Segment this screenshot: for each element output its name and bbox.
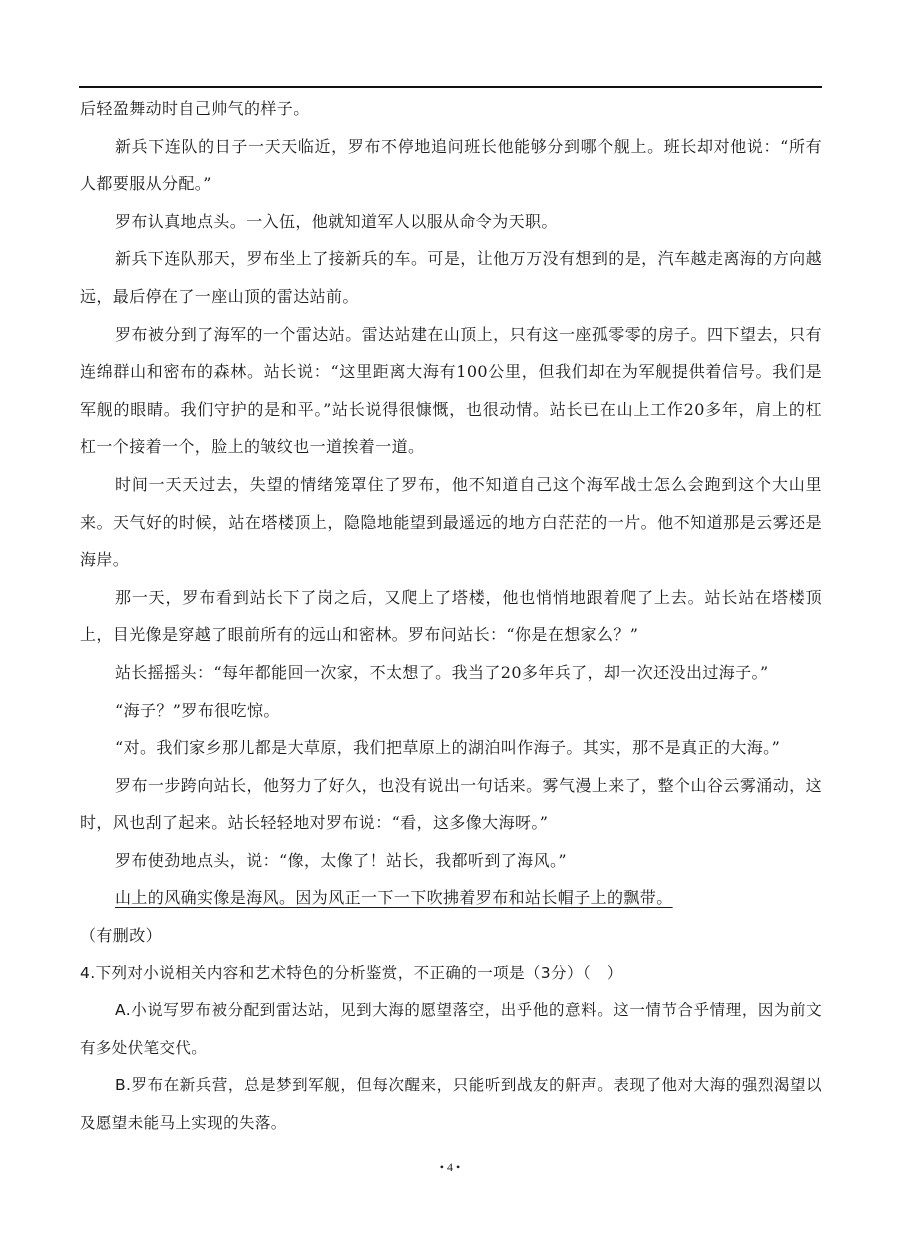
- story-paragraph: 罗布一步跨向站长，他努力了好久，也没有说出一句话来。雾气漫上来了，整个山谷云雾涌动，这时，风也刮了起来。站长轻轻地对罗布说：“看，这多像大海呀。”: [80, 775, 822, 833]
- question-option-b: B.罗布在新兵营，总是梦到军舰，但每次醒来，只能听到战友的鼾声。表现了他对大海的强烈渴望以及愿望未能马上实现的失落。: [80, 1076, 822, 1133]
- story-paragraph: 罗布使劲地点头，说：“像，太像了！站长，我都听到了海风。”: [115, 850, 567, 870]
- story-paragraph: 罗布被分到了海军的一个雷达站。雷达站建在山顶上，只有这一座孤零零的房子。四下望去，只有连绵群山和密布的森林。站长说：“这里距离大海有100公里，但我们却在为军舰提供着信号。我们是军舰的眼睛。我们守护的是和平。”站长说得很慷慨，也很动情。站长已在山上工作20多年，肩上的杠杠一个接着一个，脸上的皱纹也一道挨着一道。: [80, 324, 822, 457]
- story-last-paragraph: [80, 879, 822, 917]
- story-paragraph: 新兵下连队的日子一天天临近，罗布不停地追问班长他能够分到哪个舰上。班长却对他说：“所有人都要服从分配。”: [80, 136, 822, 194]
- underlined-sentence: 山上的风确实像是海风。因为风正一下一下吹拂着罗布和站长帽子上的飘带。: [115, 888, 673, 908]
- page-content: [80, 90, 822, 1143]
- story-paragraph: 时间一天天过去，失望的情绪笼罩住了罗布，他不知道自己这个海军战士怎么会跑到这个大山里来。天气好的时候，站在塔楼顶上，隐隐地能望到最遥远的地方白茫茫的一片。他不知道那是云雾还是海岸。: [80, 474, 822, 570]
- page-number: • 4 •: [439, 1160, 461, 1174]
- source-note: （有删改）: [80, 926, 163, 946]
- story-paragraph: 后轻盈舞动时自己帅气的样子。: [80, 99, 310, 118]
- story-paragraph: 站长摇摇头：“每年都能回一次家，不太想了。我当了20多年兵了，却一次还没出过海子。”: [115, 662, 769, 682]
- story-paragraph: 罗布认真地点头。一入伍，他就知道军人以服从命令为天职。: [115, 211, 558, 231]
- story-paragraph: 那一天，罗布看到站长下了岗之后，又爬上了塔楼，他也悄悄地跟着爬了上去。站长站在塔楼顶上，目光像是穿越了眼前所有的远山和密林。罗布问站长：“你是在想家么？”: [80, 587, 822, 645]
- question-option-a: A.小说写罗布被分配到雷达站，见到大海的愿望落空，出乎他的意料。这一情节合乎情理，因为前文有多处伏笔交代。: [80, 1001, 822, 1057]
- story-paragraph: “海子？”罗布很吃惊。: [115, 700, 280, 720]
- story-paragraph: “对。我们家乡那儿都是大草原，我们把草原上的湖泊叫作海子。其实，那不是真正的大海。”: [115, 738, 781, 758]
- question-title: 4.下列对小说相关内容和艺术特色的分析鉴赏，不正确的一项是（3分）（ ）: [80, 963, 623, 982]
- story-paragraph: 新兵下连队那天，罗布坐上了接新兵的车。可是，让他万万没有想到的是，汽车越走离海的方向越远，最后停在了一座山顶的雷达站前。: [80, 249, 822, 306]
- header-rule: [79, 86, 822, 88]
